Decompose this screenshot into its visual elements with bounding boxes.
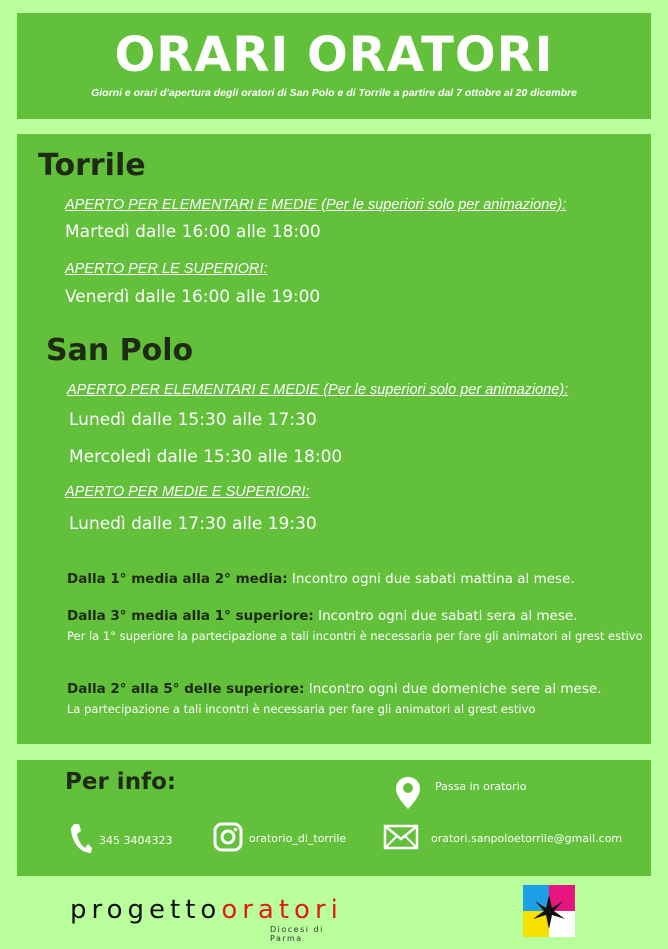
sanpolo-hours-3: Lunedì dalle 17:30 alle 19:30: [69, 514, 317, 534]
page-subtitle: Giorni e orari d'apertura degli oratori di San Polo e di Torrile a partire dal 7 ottobre al 20 dicembre: [91, 87, 577, 99]
sanpolo-hours-1: Lunedì dalle 15:30 alle 17:30: [69, 410, 317, 430]
phone-text[interactable]: 345 3404323: [99, 834, 173, 847]
page-title: ORARI ORATORI: [114, 27, 554, 83]
note-2-text: Incontro ogni due sabati sera al mese.: [313, 608, 578, 624]
torrile-hours-1: Martedì dalle 16:00 alle 18:00: [65, 222, 321, 242]
note-1-text: Incontro ogni due sabati mattina al mese.: [287, 571, 575, 587]
note-2-sub: Per la 1° superiore la partecipazione a tali incontri è necessaria per fare gli animatori al grest estivo: [67, 629, 643, 643]
logo-part-2: oratori: [221, 895, 343, 925]
torrile-heading: Torrile: [38, 148, 146, 183]
note-3-sub: La partecipazione a tali incontri è necessaria per fare gli animatori al grest estivo: [67, 702, 536, 716]
header-banner: [17, 13, 651, 119]
email-text[interactable]: oratori.sanpoloetorrile@gmail.com: [431, 832, 623, 845]
location-item: [395, 776, 526, 813]
torrile-hours-2: Venerdì dalle 16:00 alle 19:00: [65, 287, 321, 307]
schedule-panel: [17, 134, 651, 744]
info-title: Per info:: [65, 769, 177, 795]
phone-item: [69, 822, 172, 859]
envelope-icon: [383, 824, 419, 853]
note-1-label: Dalla 1° media alla 2° media:: [67, 571, 288, 587]
instagram-text[interactable]: oratorio_di_torrile: [249, 832, 347, 845]
torrile-category-2: APERTO PER LE SUPERIORI:: [65, 261, 268, 277]
note-3-label: Dalla 2° alla 5° delle superiore:: [67, 681, 305, 697]
note-3-text: Incontro ogni due domeniche sere al mese.: [304, 681, 602, 697]
instagram-item: [213, 822, 346, 855]
logo-part-1: progetto: [70, 895, 222, 925]
email-item: [383, 824, 622, 853]
sanpolo-hours-2: Mercoledì dalle 15:30 alle 18:00: [69, 447, 343, 467]
logo-subtitle: Diocesi di Parma: [270, 925, 324, 943]
instagram-icon: [213, 822, 243, 855]
torrile-category-1: APERTO PER ELEMENTARI E MEDIE (Per le superiori solo per animazione):: [65, 197, 567, 213]
sanpolo-category-2: APERTO PER MEDIE E SUPERIORI:: [65, 484, 310, 500]
info-panel: [17, 760, 651, 876]
map-pin-icon: [395, 776, 421, 813]
partner-badge-logo: [523, 885, 575, 937]
note-2-label: Dalla 3° media alla 1° superiore:: [67, 608, 314, 624]
note-2: [67, 608, 647, 645]
note-3: [67, 681, 647, 718]
location-text: Passa in oratorio: [435, 780, 527, 793]
sanpolo-category-1: APERTO PER ELEMENTARI E MEDIE (Per le superiori solo per animazione):: [67, 382, 569, 398]
sanpolo-heading: San Polo: [46, 333, 194, 368]
note-1: [67, 571, 647, 587]
phone-icon: [69, 822, 93, 859]
progetto-oratori-logo: [70, 895, 343, 943]
